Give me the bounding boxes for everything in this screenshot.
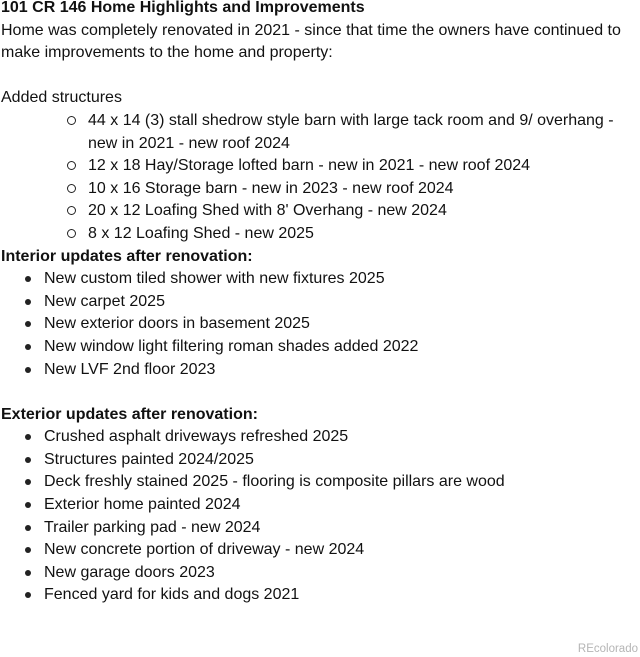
hollow-bullet-icon: [67, 184, 76, 193]
list-item-text: Trailer parking pad - new 2024: [44, 518, 261, 536]
list-item: [1, 110, 637, 155]
list-item: [1, 584, 637, 607]
list-item: [1, 449, 637, 472]
bullet-icon: [25, 502, 31, 508]
document-title: 101 CR 146 Home Highlights and Improvements: [1, 0, 365, 16]
list-item: [1, 471, 637, 494]
list-item: [1, 539, 637, 562]
added-structures-list: [1, 110, 637, 246]
list-item: [1, 313, 637, 336]
list-item-text: Crushed asphalt driveways refreshed 2025: [44, 428, 349, 446]
bullet-icon: [25, 525, 31, 531]
list-item-text: 12 x 18 Hay/Storage lofted barn - new in 2021 - new roof 2024: [88, 157, 531, 175]
bullet-icon: [25, 299, 31, 305]
list-item-text: 20 x 12 Loafing Shed with 8' Overhang - new 2024: [88, 202, 447, 220]
bullet-icon: [25, 479, 31, 485]
list-item: [1, 223, 637, 246]
bullet-icon: [25, 547, 31, 553]
list-item-text: New window light filtering roman shades added 2022: [44, 337, 419, 355]
list-item: [1, 426, 637, 449]
list-item-text: 44 x 14 (3) stall shedrow style barn with large tack room and 9/ overhang - new in 2021 - new roof 2024: [88, 111, 614, 152]
list-item: [1, 336, 637, 359]
bullet-icon: [25, 276, 31, 282]
list-item-text: Fenced yard for kids and dogs 2021: [44, 586, 300, 604]
hollow-bullet-icon: [67, 116, 76, 125]
exterior-heading: Exterior updates after renovation:: [1, 405, 258, 423]
bullet-icon: [25, 344, 31, 350]
list-item-text: Structures painted 2024/2025: [44, 450, 254, 468]
list-item: [1, 291, 637, 314]
watermark: REcolorado: [577, 643, 638, 655]
blank-line: [1, 65, 637, 88]
document: [1, 0, 637, 607]
bullet-icon: [25, 592, 31, 598]
bullet-icon: [25, 457, 31, 463]
list-item: [1, 359, 637, 382]
list-item: [1, 155, 637, 178]
list-item-text: New custom tiled shower with new fixtures 2025: [44, 270, 385, 288]
hollow-bullet-icon: [67, 206, 76, 215]
bullet-icon: [25, 570, 31, 576]
list-item-text: Exterior home painted 2024: [44, 496, 241, 514]
bullet-icon: [25, 434, 31, 440]
interior-heading: Interior updates after renovation:: [1, 247, 253, 265]
list-item-text: Deck freshly stained 2025 - flooring is composite pillars are wood: [44, 473, 505, 491]
list-item: [1, 562, 637, 585]
list-item: [1, 200, 637, 223]
added-structures-heading: Added structures: [1, 89, 122, 107]
hollow-bullet-icon: [67, 161, 76, 170]
hollow-bullet-icon: [67, 229, 76, 238]
list-item: [1, 178, 637, 201]
blank-line: [1, 381, 637, 404]
list-item: [1, 494, 637, 517]
list-item-text: 8 x 12 Loafing Shed - new 2025: [88, 224, 314, 242]
list-item-text: New exterior doors in basement 2025: [44, 315, 310, 333]
list-item-text: New carpet 2025: [44, 292, 165, 310]
list-item-text: New concrete portion of driveway - new 2024: [44, 541, 365, 559]
list-item-text: 10 x 16 Storage barn - new in 2023 - new roof 2024: [88, 179, 454, 197]
list-item: [1, 268, 637, 291]
list-item-text: New garage doors 2023: [44, 563, 215, 581]
interior-list: [1, 268, 637, 381]
list-item-text: New LVF 2nd floor 2023: [44, 360, 216, 378]
list-item: [1, 517, 637, 540]
bullet-icon: [25, 367, 31, 373]
exterior-list: [1, 426, 637, 607]
intro-paragraph: Home was completely renovated in 2021 - since that time the owners have continued to make improvements to the home and property:: [1, 21, 621, 62]
bullet-icon: [25, 321, 31, 327]
